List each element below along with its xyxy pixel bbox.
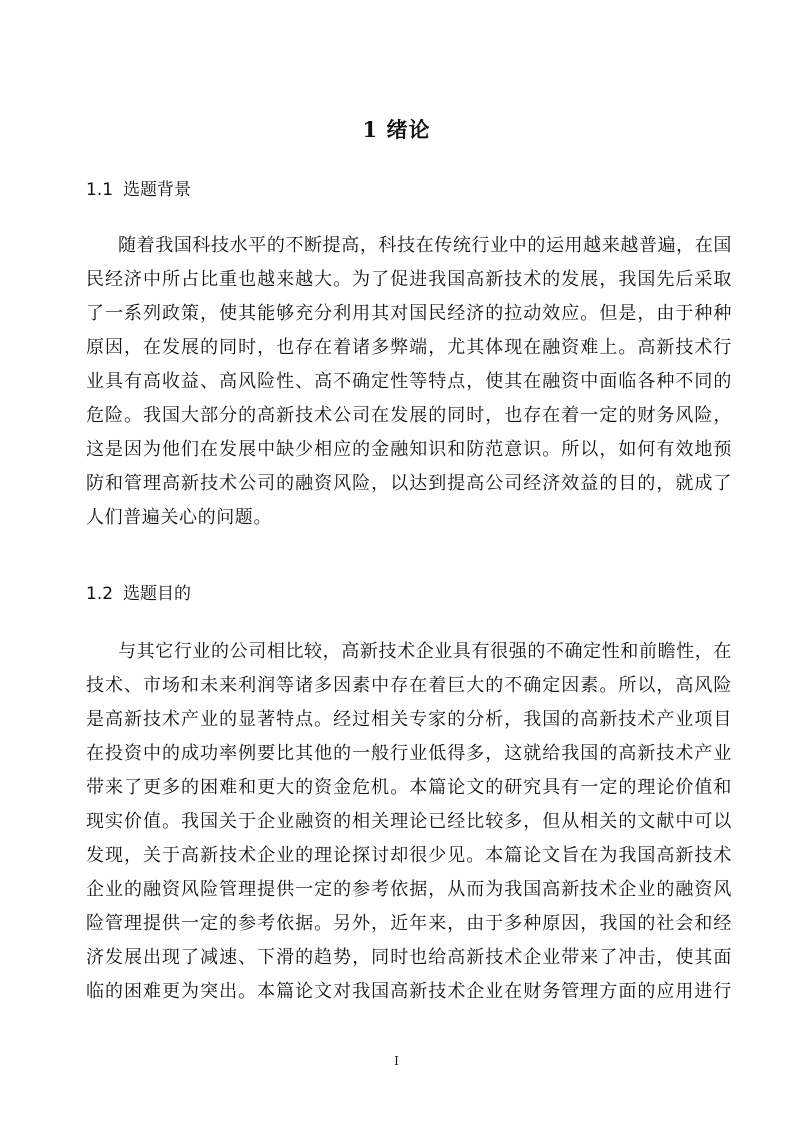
chapter-title: 1 绪论: [362, 117, 431, 142]
text-line: 企业的融资风险管理提供一定的参考依据，从而为我国高新技术企业的融资风: [86, 879, 732, 900]
text-line: 人们普遍关心的问题。: [86, 507, 272, 528]
text-line: 带来了更多的困难和更大的资金危机。本篇论文的研究具有一定的理论价值和: [86, 777, 732, 798]
text-line: 原因，在发展的同时，也存在着诸多弊端，尤其体现在融资难上。高新技术行: [86, 337, 732, 358]
text-line: 民经济中所占比重也越来越大。为了促进我国高新技术的发展，我国先后采取: [86, 269, 732, 290]
section-heading-1-2: [86, 582, 191, 606]
section-number: 1.2: [86, 584, 114, 604]
text-line: 防和管理高新技术公司的融资风险，以达到提高公司经济效益的目的，就成了: [86, 473, 732, 494]
paragraph-background: [86, 229, 732, 535]
text-line: 危险。我国大部分的高新技术公司在发展的同时，也存在着一定的财务风险，: [86, 405, 732, 426]
text-line: 是高新技术产业的显著特点。经过相关专家的分析，我国的高新技术产业项目: [86, 709, 732, 730]
text-line: 济发展出现了减速、下滑的趋势，同时也给高新技术企业带来了冲击，使其面: [86, 947, 732, 968]
text-line: 这是因为他们在发展中缺少相应的金融知识和防范意识。所以，如何有效地预: [86, 439, 732, 460]
page-number: I: [394, 1054, 399, 1068]
text-line: 业具有高收益、高风险性、高不确定性等特点，使其在融资中面临各种不同的: [86, 371, 732, 392]
text-line: 随着我国科技水平的不断提高，科技在传统行业中的运用越来越普遍，在国: [118, 235, 732, 256]
section-title: 选题背景: [123, 180, 192, 200]
text-line: 临的困难更为突出。本篇论文对我国高新技术企业在财务管理方面的应用进行: [86, 981, 732, 1002]
paragraph-purpose: [86, 635, 732, 1009]
text-line: 险管理提供一定的参考依据。另外，近年来，由于多种原因，我国的社会和经: [86, 913, 732, 934]
text-line: 与其它行业的公司相比较，高新技术企业具有很强的不确定性和前瞻性，在: [118, 641, 732, 662]
text-line: 了一系列政策，使其能够充分利用其对国民经济的拉动效应。但是，由于种种: [86, 303, 732, 324]
text-line: 现实价值。我国关于企业融资的相关理论已经比较多，但从相关的文献中可以: [86, 811, 732, 832]
section-heading-1-1: [86, 178, 191, 202]
section-title: 选题目的: [123, 584, 192, 604]
section-number: 1.1: [86, 180, 114, 200]
text-line: 技术、市场和未来利润等诸多因素中存在着巨大的不确定因素。所以，高风险: [86, 675, 732, 696]
text-line: 发现，关于高新技术企业的理论探讨却很少见。本篇论文旨在为我国高新技术: [86, 845, 732, 866]
text-line: 在投资中的成功率例要比其他的一般行业低得多，这就给我国的高新技术产业: [86, 743, 732, 764]
